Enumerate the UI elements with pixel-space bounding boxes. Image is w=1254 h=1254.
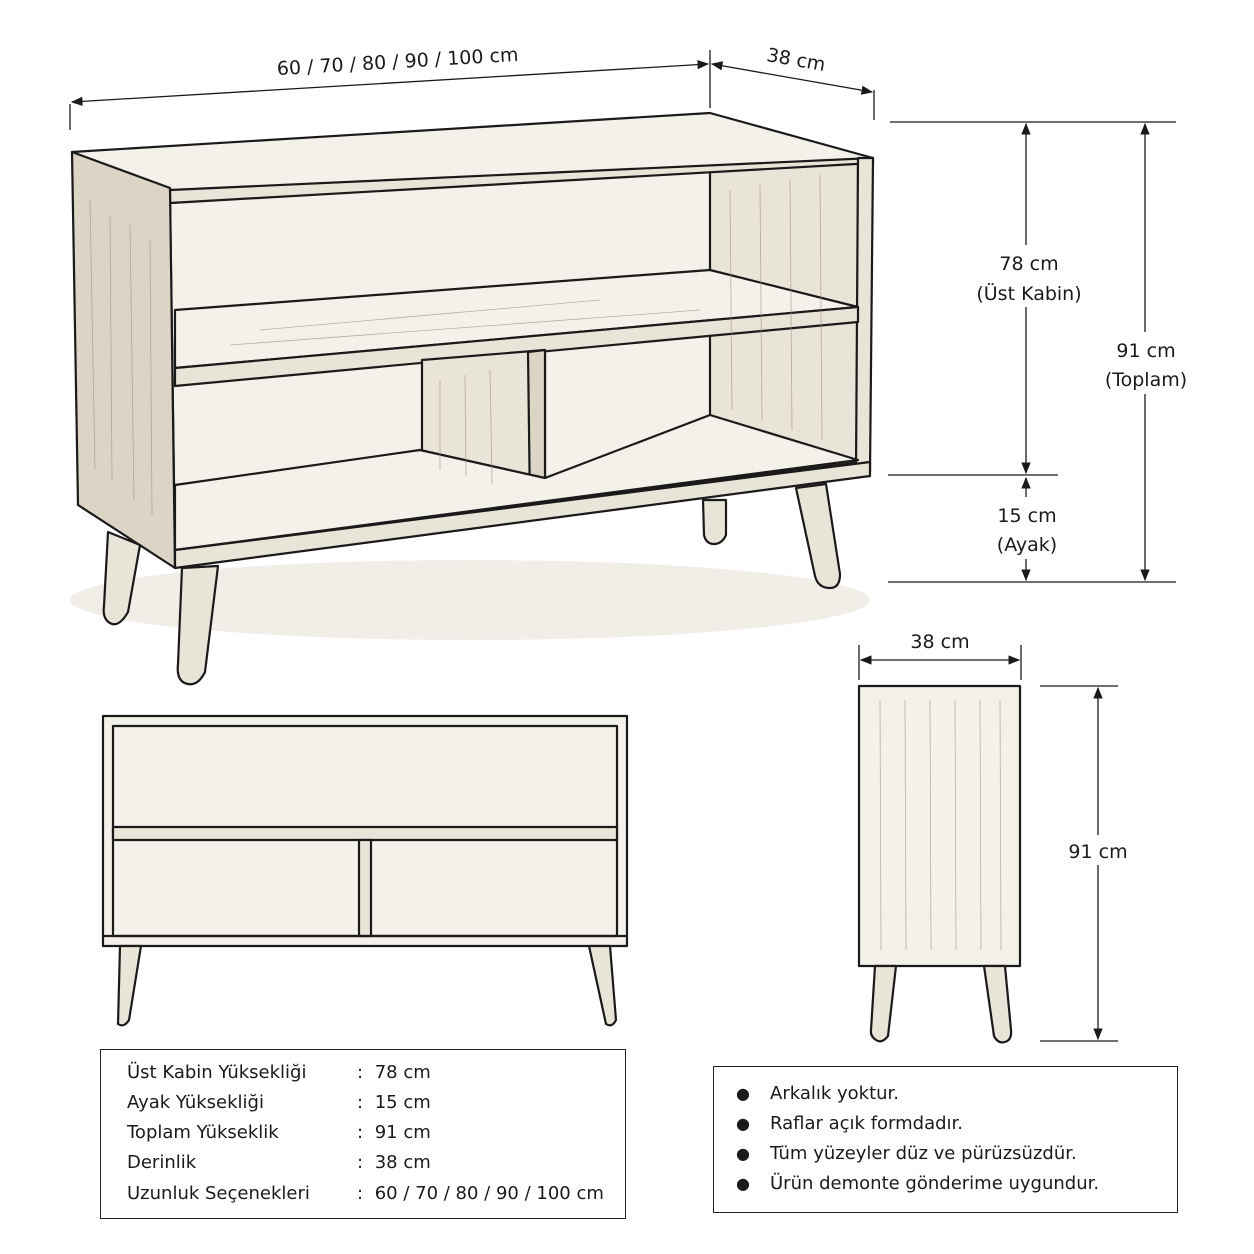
leg-height-value: 15 cm	[997, 505, 1057, 527]
length-options-label: 60 / 70 / 80 / 90 / 100 cm	[276, 43, 520, 81]
spec-row: Derinlik : 38 cm	[127, 1152, 431, 1173]
depth-label: 38 cm	[764, 44, 828, 77]
note-item: ● Raflar açık formdadır.	[736, 1113, 964, 1134]
spec-row: Toplam Yükseklik : 91 cm	[127, 1122, 431, 1143]
spec-label: Üst Kabin Yüksekliği	[127, 1062, 307, 1083]
notes-list	[713, 1066, 1178, 1213]
side-height-label: 91 cm	[1068, 841, 1128, 863]
spec-row: Üst Kabin Yüksekliği : 78 cm	[127, 1062, 431, 1083]
side-view	[859, 631, 1134, 1042]
bullet-icon: ●	[736, 1144, 750, 1163]
side-depth-label: 38 cm	[910, 631, 970, 653]
spec-label: Ayak Yüksekliği	[127, 1092, 264, 1113]
side-view-right-leg	[984, 966, 1011, 1042]
perspective-view	[70, 44, 1196, 684]
spec-row: Uzunluk Seçenekleri : 60 / 70 / 80 / 90 / 100 cm	[127, 1183, 604, 1204]
side-view-panel	[859, 686, 1020, 966]
bullet-icon: ●	[736, 1174, 750, 1193]
front-view-left-leg	[118, 946, 141, 1025]
spec-value: 15 cm	[374, 1092, 431, 1113]
spec-label: Toplam Yükseklik	[127, 1122, 279, 1143]
front-view-right-leg	[589, 946, 616, 1025]
leg-height-label: (Ayak)	[996, 534, 1058, 556]
bullet-icon: ●	[736, 1084, 750, 1103]
spec-value: 60 / 70 / 80 / 90 / 100 cm	[374, 1183, 604, 1204]
total-height-label: (Toplam)	[1104, 369, 1188, 391]
spec-label: Uzunluk Seçenekleri	[127, 1183, 310, 1204]
bullet-icon: ●	[736, 1114, 750, 1133]
note-item: ● Arkalık yoktur.	[736, 1083, 900, 1104]
front-view-divider	[359, 840, 371, 936]
spec-value: 78 cm	[374, 1062, 431, 1083]
spec-row: Ayak Yüksekliği : 15 cm	[127, 1092, 431, 1113]
upper-cabinet-label: (Üst Kabin)	[976, 283, 1082, 305]
side-view-left-leg	[871, 966, 896, 1041]
left-side-panel	[72, 152, 175, 568]
front-view	[103, 716, 627, 1025]
specification-table	[100, 1049, 626, 1219]
note-item: ● Tüm yüzeyler düz ve pürüzsüzdür.	[736, 1143, 1077, 1164]
spec-label: Derinlik	[127, 1152, 197, 1173]
spec-value: 91 cm	[374, 1122, 431, 1143]
spec-value: 38 cm	[374, 1152, 431, 1173]
upper-cabinet-value: 78 cm	[999, 253, 1059, 275]
total-height-value: 91 cm	[1116, 340, 1176, 362]
note-item: ● Ürün demonte gönderime uygundur.	[736, 1173, 1100, 1194]
back-left-leg	[703, 500, 726, 544]
front-right-leg	[796, 484, 840, 588]
front-view-shelf	[113, 827, 617, 840]
